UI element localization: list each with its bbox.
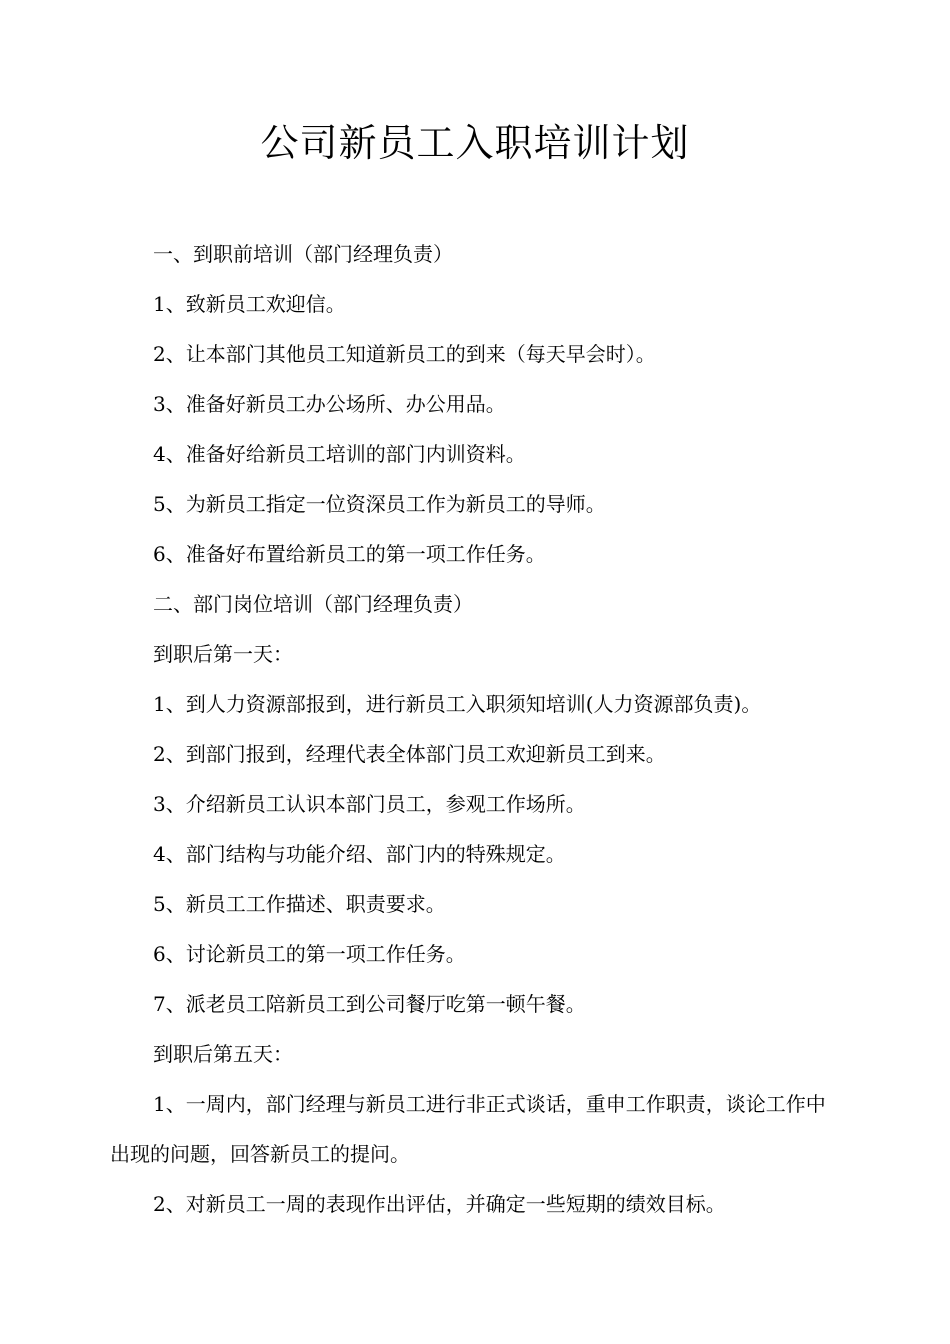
subheading-day-one: 到职后第一天： bbox=[153, 642, 293, 666]
list-item: 5、新员工工作描述、职责要求。 bbox=[153, 892, 446, 916]
section-heading-pre-arrival: 一、到职前培训（部门经理负责） bbox=[153, 242, 453, 266]
document-title: 公司新员工入职培训计划 bbox=[260, 121, 690, 165]
section-heading-department-training: 二、部门岗位培训（部门经理负责） bbox=[153, 592, 473, 616]
list-item: 1、到人力资源部报到，进行新员工入职须知培训(人力资源部负责)。 bbox=[153, 692, 762, 716]
list-item: 7、派老员工陪新员工到公司餐厅吃第一顿午餐。 bbox=[153, 992, 586, 1016]
list-item: 2、让本部门其他员工知道新员工的到来（每天早会时）。 bbox=[153, 342, 656, 366]
list-item: 1、致新员工欢迎信。 bbox=[153, 292, 346, 316]
list-item: 2、到部门报到，经理代表全体部门员工欢迎新员工到来。 bbox=[153, 742, 666, 766]
list-item: 3、准备好新员工办公场所、办公用品。 bbox=[153, 392, 506, 416]
document-body bbox=[110, 229, 840, 1229]
list-item: 6、准备好布置给新员工的第一项工作任务。 bbox=[153, 542, 546, 566]
list-item: 2、对新员工一周的表现作出评估，并确定一些短期的绩效目标。 bbox=[153, 1192, 726, 1216]
list-item: 3、介绍新员工认识本部门员工，参观工作场所。 bbox=[153, 792, 586, 816]
subheading-day-five: 到职后第五天： bbox=[153, 1042, 293, 1066]
list-item: 6、讨论新员工的第一项工作任务。 bbox=[153, 942, 466, 966]
list-item: 4、部门结构与功能介绍、部门内的特殊规定。 bbox=[153, 842, 566, 866]
list-item: 5、为新员工指定一位资深员工作为新员工的导师。 bbox=[153, 492, 606, 516]
list-item: 1、一周内，部门经理与新员工进行非正式谈话，重申工作职责，谈论工作中出现的问题，回答新员工的提问。 bbox=[110, 1092, 826, 1166]
list-item: 4、准备好给新员工培训的部门内训资料。 bbox=[153, 442, 526, 466]
